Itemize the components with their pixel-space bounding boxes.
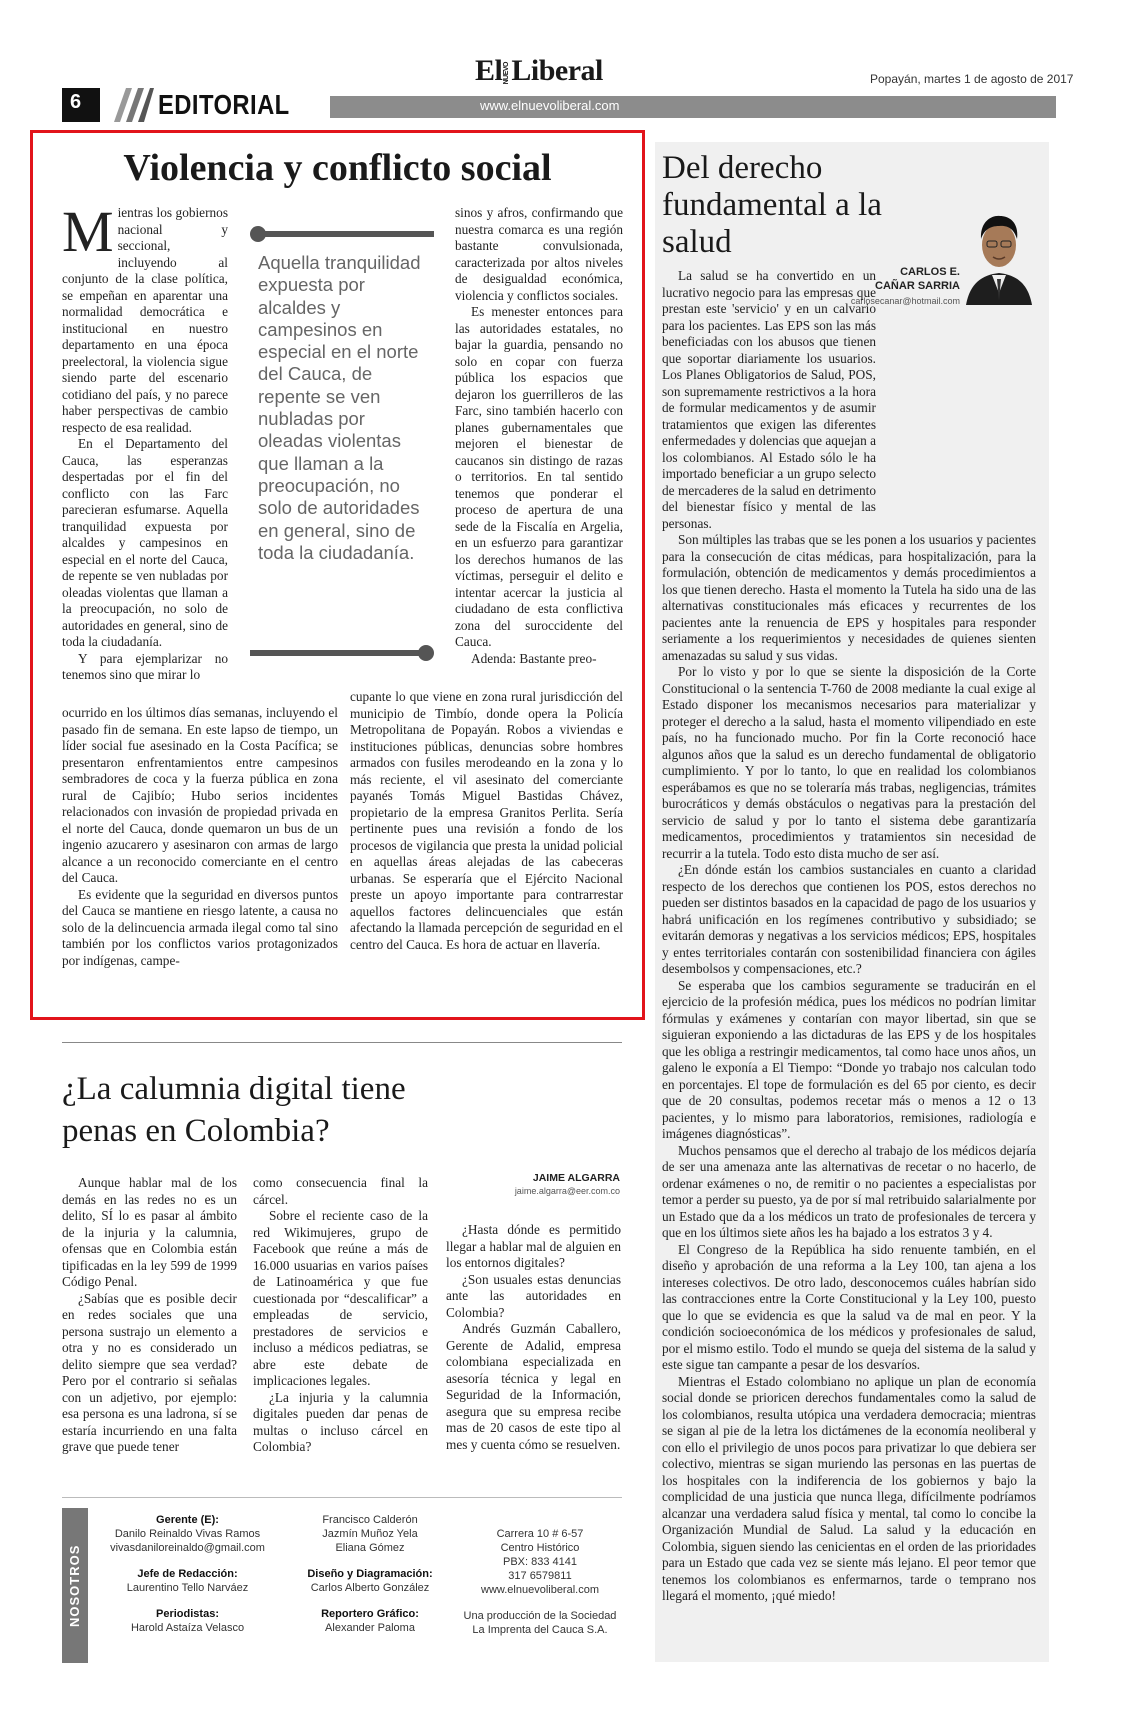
staff-name: Eliana Gómez	[335, 1542, 405, 1554]
dropcap: M	[62, 199, 114, 264]
editorial-paragraph: Es menester entonces para las autoridades estatales, no bajar la guardia, pensando no solo en copar con fuerza pública los espacios que dejaron los guerrilleros de las Farc, sino también hacerlo con planes gubernamentales que mejoren el bienestar de caucanos sin distingo de razas o territorios. En tal sentido tenemos que ponderar el proceso de apertura de una sede de la Fiscalía en Argelia, en un esfuerzo para garantizar los derechos humanos de las víctimas, perseguir el delito e intentar acercar la justicia al ciudadano de esta conflictiva zona del suroccidente del Cauca.	[455, 304, 623, 649]
article-column-3	[446, 1222, 621, 1453]
gerente-email[interactable]: vivasdaniloreinaldo@gmail.com	[110, 1542, 265, 1554]
pull-quote-dot-bottom	[418, 645, 434, 661]
opinion-author-name: CARLOS E. CAÑAR SARRIA	[875, 266, 960, 292]
editorial-paragraph: ocurrido en los últimos días semanas, incluyendo el pasado fin de semana. En este lapso de tiempo, un líder social fue asesinado en la Costa Pacífica; se presentaron enfrentamientos entre campesinos sembradores de coca y la fuerza pública en zona rural de Cajibío; Hubo serios incidentes relacionados con invasión de propiedad privada en el norte del Cauca, donde quemaron un bus de un ingenio azucarero y asesinaron con armas de largo alcance a un reconocido comerciante en el centro del Cauca.	[62, 705, 338, 885]
pull-quote: Aquella tranquilidad expuesta por alcaldes y campesinos en especial en el norte del Cauca, de repente se ven nubladas por oleadas violentas que llaman a la preocupación, no solo de autoridades en general, sino de toda la ciudadanía.	[258, 252, 421, 563]
editorial-paragraph: Es evidente que la seguridad en diversos puntos del Cauca se mantiene en riesgo latente, a causa no solo de la delincuencia armada ilegal como tal sino también por los conflictos varios protagonizados por indígenas, campe-	[62, 886, 338, 968]
article-column-1	[62, 1175, 237, 1456]
gerente-name: Danilo Reinaldo Vivas Ramos	[114, 1528, 261, 1540]
masthead-logo	[475, 54, 603, 88]
jefe-name: Laurentino Tello Narváez	[126, 1582, 249, 1594]
staff-name: Jazmín Muñoz Yela	[322, 1528, 418, 1540]
jefe-label: Jefe de Redacción:	[137, 1568, 238, 1580]
footer-divider	[62, 1497, 622, 1498]
opinion-paragraph: El Congreso de la República ha sido renuente también, en el diseño y aprobación de una reforma a la Ley 100, tan ajena a los intereses colectivos. De otro lado, desconocemos cuáles habrían sido las contracciones entre la Corte Constitucional y la Ley 100, puesto que lo que se evidencia es que la salud va de mal en peor. Y la condición socioeconómica de los médicos y profesionales de salud, por el mismo estilo. Todo el mundo se queja del sistema de la salud y este sigue tan campante a pesar de los desvaríos.	[662, 1241, 1036, 1372]
editorial-paragraph: Mientras los gobiernos nacional y seccional, incluyendo al conjunto de la clase política, se empeñan en aparentar una normalidad democrática e institucional en nuestro departamento en una época preelectoral, la violencia sigue siendo parte del escenario cotidiano del país, y no parece haber perspectivas de cambio respecto de esa realidad.	[62, 199, 228, 435]
periodistas-label: Periodistas:	[156, 1608, 219, 1620]
footer-credits-1	[100, 1513, 275, 1635]
footer-contact	[460, 1527, 620, 1637]
reportero-name: Alexander Paloma	[325, 1622, 415, 1634]
editorial-paragraph: En el Departamento del Cauca, las esperanzas despertadas por el fin del conflicto con las Farc parecieran esfumarse. Aquella tranquilidad expuesta por alcaldes y campesinos en especial en el norte del Cauca, de repente se ven nubladas por oleadas violentas que llaman a la preocupación, no solo de autoridades en general, sino de toda la ciudadanía.	[62, 436, 228, 649]
article-paragraph: Aunque hablar mal de los demás en las redes no es un delito, SÍ lo es pasar al ámbito de la injuria y la calumnia, ofensas que en Colombia están tipificadas en la ley 599 de 1999 Código Penal.	[62, 1175, 237, 1289]
editorial-paragraph: Adenda: Bastante preo-	[471, 650, 597, 666]
opinion-paragraph: La salud se ha convertido en un lucrativo negocio para las empresas que prestan este 'servicio' y en un calvario para los pacientes. Las EPS son las más beneficiadas con los abusos que tienen que soportar diariamente los usuarios. Los Planes Obligatorios de Salud, POS, son supremamente restrictivos a la hora de formular medicamentos y de asumir tratamientos que exigen las diferentes enfermedades y dolencias que aquejan a los colombianos. Al Estado sólo le ha importado beneficiar a un grupo selecto de mercaderes de la salud en detrimento del bienestar físico y mental de las personas.	[662, 268, 876, 531]
dateline: Popayán, martes 1 de agosto de 2017	[870, 72, 1074, 86]
page-number: 6	[62, 88, 100, 122]
header-bar	[330, 96, 1056, 118]
masthead-small: NUEVO	[503, 61, 511, 85]
opinion-paragraph: Se esperaba que los cambios seguramente se traducirán en el ejercicio de la profesión médica, pues los médicos no podrían limitar fórmulas y exámenes y contarían con mayor libertad, sin que se siguieran exponiendo a las dictaduras de las EPS y de los hospitales que les obliga a restringir medicamentos, tal como hace unos años, un galeno le exponía a El Tiempo: “Donde yo trabajo nos calculan todo en porcentajes. El tope de formulación es del 65 por ciento, es decir que de 20 consultas, podemos recetar más o menos a 12 o 13 pacientes, y lo mismo para laboratorios, remisiones, radiología e imágenes diagnósticas”.	[662, 977, 1036, 1141]
opinion-paragraph: Son múltiples las trabas que se les ponen a los usuarios y pacientes para la consecución de citas médicas, para hospitalización, para la formulación, obtención de medicamentos y demás procedimientos a los que tienen derecho. Hasta el momento la Tutela ha sido una de las alternativas constitucionales más eficaces y recurrentes de los pacientes ante la renuencia de EPS y hospitales para responder seriamente a los requerimientos y necesidades de quienes sienten amenazadas su salud y sus vidas.	[662, 532, 1036, 663]
periodistas-name: Harold Astaíza Velasco	[130, 1622, 245, 1634]
pbx-number: PBX: 833 4141	[502, 1556, 577, 1568]
opinion-paragraph: ¿En dónde están los cambios sustanciales en cuanto a claridad respecto de los derechos que contienen los POS, estos derechos no pueden ser distintos basados en la capacidad de pago de los usuarios y habrá unificación en los regímenes contributivo y subsidiado; se evitarán demoras y negativas a los servicios médicos; EPS, hospitales y entes territoriales contarán con sostenibilidad financiera con ágiles desembolsos y compensaciones, etc.?	[662, 862, 1036, 976]
footer-credits-2	[285, 1513, 455, 1635]
section-title: EDITORIAL	[158, 89, 290, 120]
opinion-column-body	[662, 268, 1036, 1605]
diseno-label: Diseño y Diagramación:	[307, 1568, 433, 1580]
article-column-2	[253, 1175, 428, 1456]
editorial-column-1-bottom	[62, 705, 338, 969]
masthead-left: El	[475, 54, 503, 87]
editorial-title: Violencia y conflicto social	[123, 147, 552, 189]
phone-number: 317 6579811	[508, 1570, 572, 1582]
diseno-name: Carlos Alberto González	[310, 1582, 430, 1594]
editorial-column-2-bottom	[350, 689, 623, 953]
header-url[interactable]: www.elnuevoliberal.com	[480, 98, 620, 113]
opinion-column-title: Del derecho fundamental a la salud	[662, 150, 882, 260]
opinion-paragraph: Muchos pensamos que el derecho al trabajo de los médicos dejaría de ser una amenaza ante las alternativas de recetar o no hacerlo, de ordenar exámenes o no, de remitir o no pacientes a especialistas por temor a perder su puesto, ya de por sí mal retribuido salarialmente por un Estado que da a los médicos un trato de profesionales de tercera y que en los últimos siete años les ha bajado a los estratos 3 y 4.	[662, 1142, 1036, 1240]
opinion-paragraph: Por lo visto y por lo que se siente la disposición de la Corte Constitucional o la sentencia T-760 de 2008 mediante la cual exige al Estado disponer los mecanismos necesarios para materializar y proteger el derecho a la salud, hasta el momento vilipendiado en este país, no ha funcionado mucho. Por fin la Corte reconoció hace algunos años que la salud es un derecho fundamental de obligatorio cumplimiento. Y por lo tanto, lo que en realidad los colombianos esperábamos es que no se toleraría más trabas, negligencias, trámites burocráticos y demás obstáculos o negativas para la prestación del servicio de salud y por lo tanto el sistema debe garantizaría medicamentos, procedimientos y tratamientos sin necesidad de recurrir a la tutela. Todo esto dista mucho de ser así.	[662, 664, 1036, 861]
masthead-right: Liberal	[511, 54, 603, 87]
pull-quote-rule-bottom	[250, 650, 426, 656]
production-line: La Imprenta del Cauca S.A.	[472, 1624, 608, 1636]
article-paragraph: Sobre el reciente caso de la red Wikimujeres, grupo de Facebook que reúne a más de 16.000 usuarias en varios países de Latinoamérica y que fue cuestionada por “descalificar” a empleadas de servicio, prestadores de servicios e incluso a médicos pediatras, se abre este debate de implicaciones legales.	[253, 1208, 428, 1388]
website-link[interactable]: www.elnuevoliberal.com	[481, 1584, 599, 1596]
footer-tab: NOSOTROS	[62, 1508, 88, 1663]
editorial-paragraph: sinos y afros, confirmando que nuestra comarca es una región bastante convulsionada, caracterizada por altos niveles de desigualdad económica, violencia y conflictos sociales.	[455, 205, 623, 303]
section-divider	[62, 1042, 622, 1043]
article-author-email[interactable]: jaime.algarra@eer.com.co	[514, 1186, 620, 1196]
address-line: Carrera 10 # 6-57	[496, 1528, 584, 1540]
reportero-label: Reportero Gráfico:	[321, 1608, 419, 1620]
article-paragraph: Andrés Guzmán Caballero, Gerente de Adalid, empresa colombiana especializada en asesoría técnica y legal en Seguridad de la Información, asegura que su empresa recibe mas de 20 casos de este tipo al mes y cuenta cómo se resuelven.	[446, 1321, 621, 1452]
editorial-paragraph: Y para ejemplarizar no tenemos sino que mirar lo	[62, 650, 228, 682]
article-paragraph: como consecuencia final la cárcel.	[253, 1175, 428, 1207]
article-paragraph: ¿Sabías que es posible decir en redes sociales que una persona sustrajo un elemento a otra y no es considerado un delito siempre que sea verdad? Pero por el contrario si señalas con un adjetivo, por ejemplo: esa persona es una ladrona, sí se estaría incurriendo en una falta grave que puede tener	[62, 1290, 237, 1454]
production-line: Una producción de la Sociedad	[463, 1610, 617, 1622]
staff-name: Francisco Calderón	[322, 1514, 418, 1526]
editorial-column-3	[455, 205, 623, 667]
opinion-paragraph: Mientras el Estado colombiano no aplique un plan de economía social donde se prioricen derechos fundamentales como la salud de los colombianos, resulta utópica una verdadera democracia; mientras se sigan al pie de la letra los dictámenes de la economía neoliberal y con ello el privilegio de unos pocos para privatizar lo que debiera ser colectivo, mientras se sigan muriendo las personas en las puertas de los hospitales con la indiferencia de los gobiernos y bajo la complicidad de una justicia que nunca llega, difícilmente podríamos alcanzar una verdadera salud física y mental, tal como lo concibe la Organización Mundial de Salud. La salud y la educación en Colombia, siguen siendo las cenicientas en el orden de las prioridades para un Estado que cada vez se siente más lejano. El peor temor que tenemos los colombianos es enfermarnos, tarde o temprano nos llegará el momento, ¡qué miedo!	[662, 1373, 1036, 1603]
article-paragraph: ¿Hasta dónde es permitido llegar a hablar mal de alguien en los entornos digitales?	[446, 1222, 621, 1270]
pull-quote-rule-top	[258, 231, 434, 237]
article-paragraph: ¿Son usuales estas denuncias ante las autoridades en Colombia?	[446, 1271, 621, 1320]
editorial-paragraph: cupante lo que viene en zona rural jurisdicción del municipio de Timbío, donde opera la Policía Metropolitana de Popayán. Robos a viviendas e instituciones públicas, denuncias sobre hombres armados con fusiles merodeando en la zona y lo más reciente, el vil asesinato del comerciante payanés Tomás Miguel Bastidas Chávez, propietario de la empresa Granitos Perlita. Sería pertinente pues una revisión a fondo de los procesos de vigilancia que presta la unidad policial en aquellas áreas alejadas de las cabeceras urbanas. Se esperaría que el Ejército Nacional preste un apoyo importante para contrarrestar aquellos factores delincuenciales que están afectando la llamada percepción de seguridad en el centro del Cauca. Es hora de actuar en llavería.	[350, 689, 623, 952]
opinion-author-email[interactable]: carlosecanar@hotmail.com	[850, 296, 960, 306]
address-line: Centro Histórico	[500, 1542, 580, 1554]
editorial-column-1	[62, 199, 228, 684]
section-stripes-decoration	[104, 88, 154, 122]
article-author-name: JAIME ALGARRA	[532, 1172, 620, 1184]
article-paragraph: ¿La injuria y la calumnia digitales pueden dar penas de multas o incluso cárcel en Colombia?	[253, 1389, 428, 1454]
gerente-label: Gerente (E):	[156, 1514, 219, 1526]
article-title: ¿La calumnia digital tiene penas en Colombia?	[62, 1071, 406, 1149]
